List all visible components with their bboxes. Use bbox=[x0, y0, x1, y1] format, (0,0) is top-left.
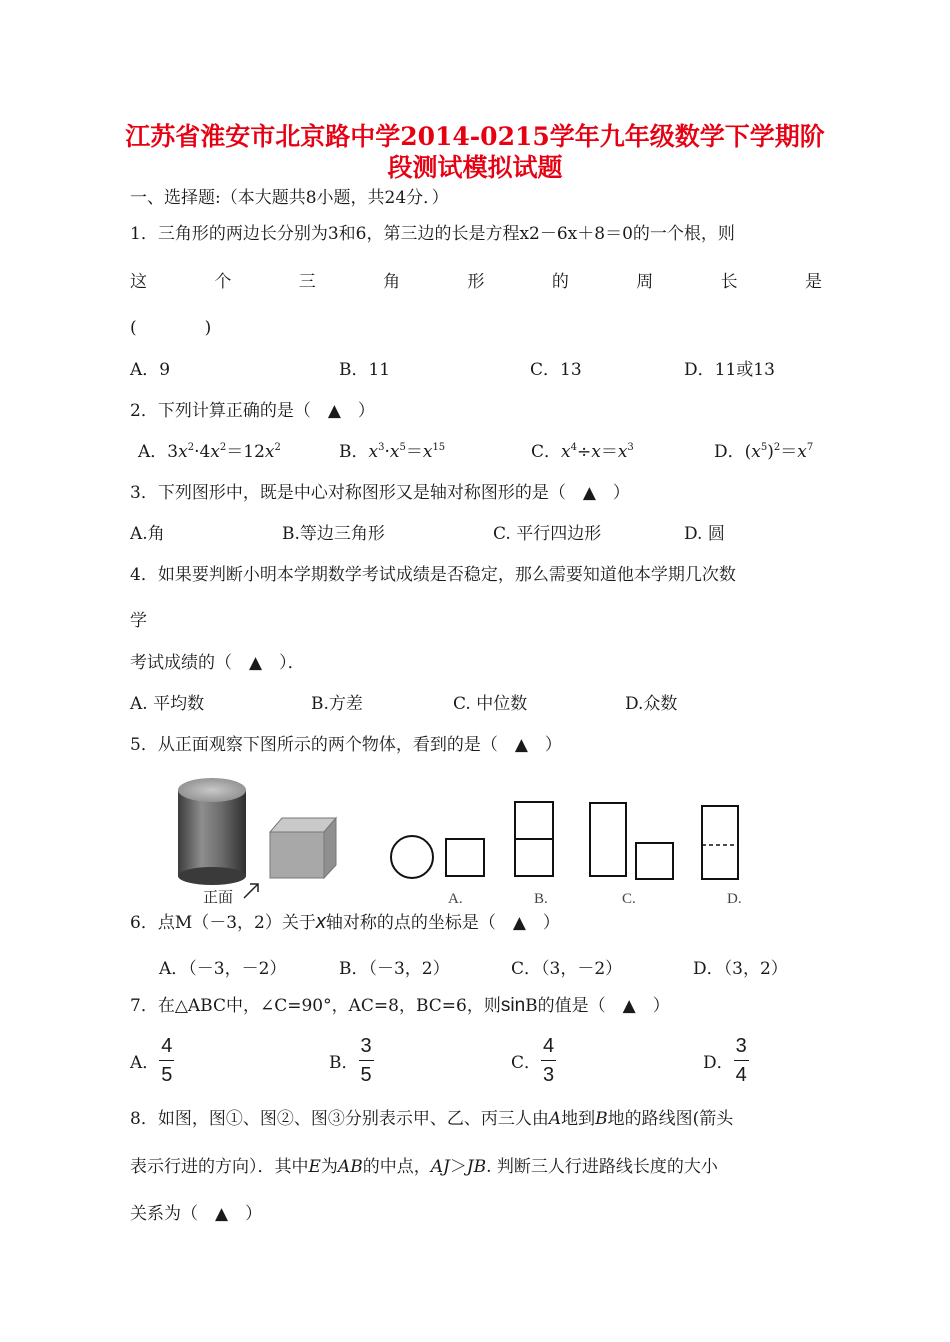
q6-option-c: C．（3，－2） bbox=[511, 959, 623, 979]
q1-char: 角 bbox=[383, 272, 401, 292]
q7-stem: 7．在△ABC中，∠C=90°，AC=8，BC=6，则sinB的值是（ ▲ ） bbox=[130, 995, 670, 1016]
option-a-view bbox=[391, 836, 484, 878]
q6-option-b: B．（－3，2） bbox=[339, 959, 450, 979]
q1-option-c: C．13 bbox=[530, 360, 582, 380]
q7-option-c: C． $\frac{4}{3}$ bbox=[511, 1035, 555, 1086]
q1-stem-continued bbox=[130, 267, 822, 292]
option-d-label: D. bbox=[727, 891, 742, 907]
q1-char: 是 bbox=[805, 272, 822, 292]
q1-char: 周 bbox=[636, 272, 654, 292]
q6-option-a: A．（－3，－2） bbox=[159, 959, 287, 979]
option-a-label: A. bbox=[448, 891, 463, 907]
q2-stem: 2．下列计算正确的是（ ▲ ） bbox=[130, 401, 375, 421]
q2-option-a: A．$3x^2\cdot 4x^2=12x^2$ bbox=[138, 442, 281, 462]
option-b-label: B. bbox=[534, 891, 548, 907]
q3-stem: 3．下列图形中，既是中心对称图形又是轴对称图形的是（ ▲ ） bbox=[130, 483, 630, 503]
q1-option-b: B．11 bbox=[339, 360, 391, 380]
option-b-view bbox=[515, 802, 553, 876]
front-view-arrow-icon bbox=[244, 884, 258, 898]
q1-option-d: D．11或13 bbox=[684, 360, 775, 380]
paper-title-line2: 段测试模拟试题 bbox=[387, 153, 563, 182]
q2-option-b: B．$x^3\cdot x^5=x^{15}$ bbox=[339, 442, 446, 462]
q1-answer-paren: ( ) bbox=[130, 318, 212, 338]
front-view-label: 正面 bbox=[203, 888, 234, 906]
q1-char: 个 bbox=[214, 272, 232, 292]
q4-option-b: B.方差 bbox=[311, 694, 363, 714]
q2-option-c: C．$x^4\div x=x^3$ bbox=[531, 442, 634, 462]
q4-option-d: D.众数 bbox=[625, 694, 678, 714]
cube-solid bbox=[270, 818, 336, 878]
q3-option-b: B.等边三角形 bbox=[282, 524, 385, 544]
option-c-label: C. bbox=[622, 891, 636, 907]
q8-stem-line1: 8．如图，图①、图②、图③分别表示甲、乙、丙三人由A地到B地的路线图(箭头 bbox=[130, 1109, 734, 1129]
q1-stem: 1．三角形的两边长分别为3和6，第三边的长是方程x2－6x＋8＝0的一个根，则 bbox=[130, 224, 735, 244]
q4-option-a: A. 平均数 bbox=[130, 694, 205, 714]
option-c-view bbox=[590, 803, 673, 879]
q3-option-a: A.角 bbox=[130, 524, 165, 544]
q7-option-b: B． $\frac{3}{5}$ bbox=[329, 1035, 372, 1086]
q5-stem: 5．从正面观察下图所示的两个物体，看到的是（ ▲ ） bbox=[130, 735, 562, 755]
paper-title-line1: 江苏省淮安市北京路中学2014-0215学年九年级数学下学期阶 bbox=[125, 122, 825, 151]
q7-option-d: D． $\frac{3}{4}$ bbox=[703, 1035, 747, 1086]
q1-char: 这 bbox=[130, 272, 147, 292]
q1-char: 长 bbox=[720, 272, 738, 292]
cylinder-solid bbox=[178, 778, 246, 885]
q5-figure bbox=[170, 770, 780, 910]
q1-char: 三 bbox=[298, 272, 316, 292]
q3-option-c: C. 平行四边形 bbox=[493, 524, 602, 544]
q4-stem: 4．如果要判断小明本学期数学考试成绩是否稳定，那么需要知道他本学期几次数 bbox=[130, 565, 736, 585]
q2-option-d: D．$(x^5)^2=x^7$ bbox=[714, 442, 814, 462]
option-d-view bbox=[702, 806, 738, 879]
q6-stem: 6．点M（－3，2）关于x轴对称的点的坐标是（ ▲ ） bbox=[130, 911, 560, 933]
q4-option-c: C. 中位数 bbox=[453, 694, 528, 714]
q4-stem-wrap: 学 bbox=[130, 611, 147, 631]
q1-char: 形 bbox=[467, 272, 485, 292]
q1-char: 的 bbox=[551, 272, 569, 292]
q4-stem-continued: 考试成绩的（ ▲ ）． bbox=[130, 653, 305, 673]
section-heading: 一、选择题:（本大题共8小题，共24分．） bbox=[130, 188, 449, 208]
q8-stem-line3: 关系为（ ▲ ） bbox=[130, 1204, 263, 1224]
q3-option-d: D. 圆 bbox=[684, 524, 725, 544]
q7-option-a: A． $\frac{4}{5}$ bbox=[130, 1035, 173, 1086]
q1-option-a: A．9 bbox=[130, 360, 171, 380]
q6-option-d: D．（3，2） bbox=[693, 959, 788, 979]
q8-stem-line2: 表示行进的方向）．其中E为AB的中点，AJ＞JB. 判断三人行进路线长度的大小 bbox=[130, 1157, 718, 1177]
